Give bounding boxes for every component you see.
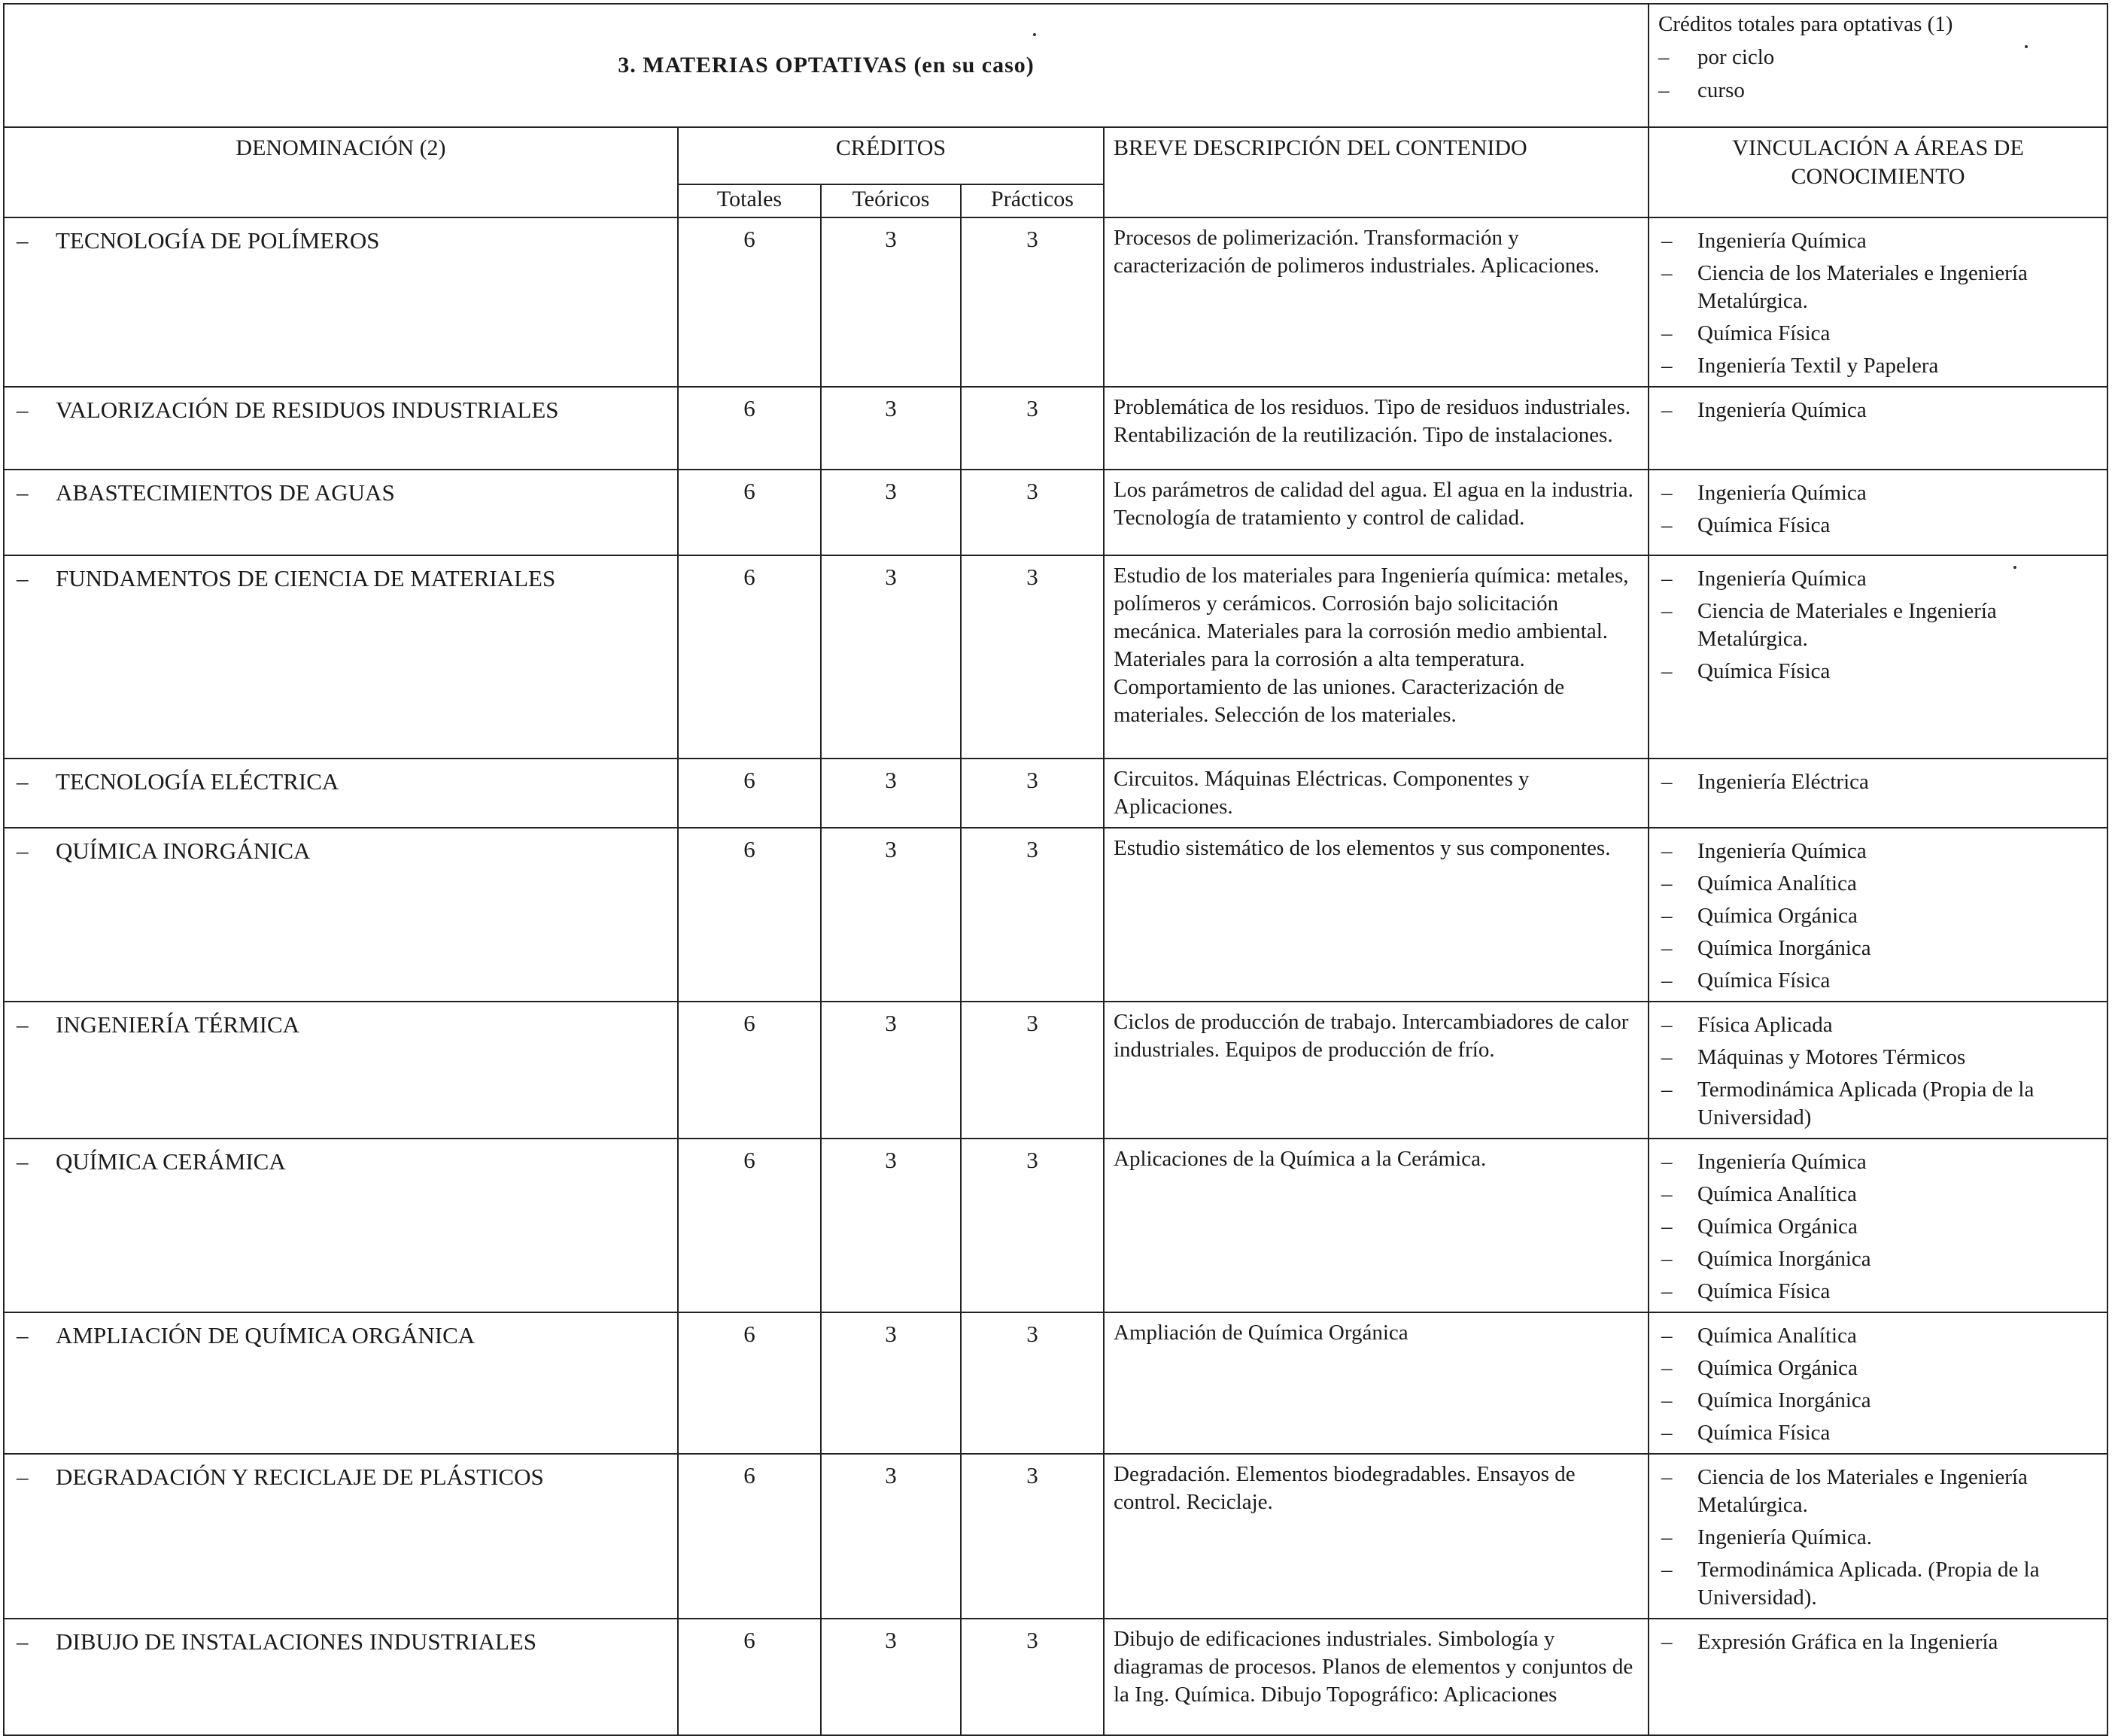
table-row (4, 759, 2107, 828)
subject-description: Estudio de los materiales para Ingeniería química: metales, polímeros y cerámicos. Corrosión bajo solicitación mecánica. Materiales para la corrosión medio ambiental. Materiales para la corrosión a alta temperatura. Comportamiento de las uniones. Caracterización de materiales. Selección de los materiales. (1104, 555, 1649, 759)
subject-name: TECNOLOGÍA DE POLÍMEROS (56, 227, 380, 254)
table-header-row (4, 4, 2107, 127)
area-dash: – (1661, 567, 1673, 591)
subject-description: Procesos de polimerización. Transformación y caracterización de polimeros industriales. Aplicaciones. (1104, 217, 1649, 387)
row-dash: – (17, 565, 29, 591)
credits-totales: 6 (678, 1002, 821, 1139)
credits-teoricos: 3 (821, 1139, 961, 1312)
credits-practicos: 3 (961, 1002, 1104, 1139)
knowledge-area-text: Química Orgánica (1697, 1356, 1858, 1380)
knowledge-area-item (1657, 1354, 2099, 1382)
knowledge-areas (1649, 1619, 2107, 1735)
knowledge-area-item (1657, 1076, 2099, 1132)
knowledge-area-text: Física Aplicada (1697, 1013, 1833, 1037)
knowledge-area-item (1657, 935, 2099, 962)
area-dash: – (1661, 1558, 1673, 1582)
credits-totales: 6 (678, 555, 821, 759)
knowledge-area-text: Química Analítica (1697, 871, 1857, 895)
area-dash: – (1661, 936, 1673, 960)
subject-name-cell (4, 1139, 678, 1312)
area-dash: – (1661, 839, 1673, 863)
table-row (4, 828, 2107, 1002)
knowledge-area-item (1657, 565, 2099, 593)
knowledge-area-item (1657, 512, 2099, 540)
subject-name-cell (4, 1454, 678, 1619)
knowledge-area-text: Química Física (1697, 968, 1831, 993)
area-dash: – (1661, 1421, 1673, 1445)
subject-name-cell (4, 1002, 678, 1139)
area-dash: – (1661, 871, 1673, 895)
subject-name-cell (4, 1312, 678, 1454)
scan-speck (2025, 45, 2028, 48)
credits-practicos: 3 (961, 387, 1104, 470)
credits-teoricos: 3 (821, 1312, 961, 1454)
knowledge-area-text: Química Orgánica (1697, 904, 1858, 928)
knowledge-area-item (1657, 658, 2099, 686)
subject-name-cell (4, 759, 678, 828)
knowledge-area-text: Química Inorgánica (1697, 936, 1871, 960)
knowledge-area-item (1657, 768, 2099, 796)
subject-name: QUÍMICA INORGÁNICA (56, 838, 311, 864)
subject-name-cell (4, 555, 678, 759)
knowledge-area-item (1657, 1213, 2099, 1241)
knowledge-area-text: Química Física (1697, 659, 1831, 683)
knowledge-area-text: Ingeniería Química (1697, 481, 1867, 505)
credits-teoricos: 3 (821, 217, 961, 387)
knowledge-area-item (1657, 397, 2099, 424)
area-dash: – (1661, 481, 1673, 505)
knowledge-areas (1649, 1312, 2107, 1454)
knowledge-area-text: Química Inorgánica (1697, 1388, 1871, 1412)
table-row (4, 1619, 2107, 1735)
row-dash: – (17, 838, 29, 864)
table-row (4, 387, 2107, 470)
credits-totales: 6 (678, 387, 821, 470)
knowledge-area-item (1657, 1387, 2099, 1415)
knowledge-area-item (1657, 1628, 2099, 1656)
knowledge-area-text: Química Física (1697, 513, 1831, 537)
knowledge-area-text: Máquinas y Motores Térmicos (1697, 1045, 1966, 1069)
credits-totales: 6 (678, 1312, 821, 1454)
area-dash: – (1661, 599, 1673, 623)
knowledge-area-item (1657, 260, 2099, 315)
knowledge-area-text: Ciencia de Materiales e Ingeniería Metalúrgica. (1697, 599, 1997, 651)
subject-name-cell (4, 1619, 678, 1735)
credits-teoricos: 3 (821, 387, 961, 470)
knowledge-area-text: Termodinámica Aplicada. (Propia de la Universidad). (1697, 1558, 2040, 1610)
knowledge-area-text: Ingeniería Química (1697, 1150, 1867, 1174)
subject-description: Los parámetros de calidad del agua. El agua en la industria. Tecnología de tratamiento y control de calidad. (1104, 470, 1649, 555)
knowledge-area-item (1657, 902, 2099, 930)
scan-speck (2013, 566, 2016, 569)
subject-name: INGENIERÍA TÉRMICA (56, 1011, 300, 1038)
column-header-creditos: CRÉDITOS (678, 127, 1104, 184)
table-row (4, 1454, 2107, 1619)
area-dash: – (1661, 1150, 1673, 1174)
area-dash: – (1661, 1630, 1673, 1654)
subject-name-cell (4, 387, 678, 470)
knowledge-area-text: Expresión Gráfica en la Ingeniería (1697, 1630, 1998, 1654)
area-dash: – (1661, 968, 1673, 993)
row-dash: – (17, 1011, 29, 1038)
credits-practicos: 3 (961, 1312, 1104, 1454)
knowledge-area-item (1657, 1044, 2099, 1072)
knowledge-area-item (1657, 320, 2099, 348)
knowledge-area-item (1657, 227, 2099, 255)
credits-teoricos: 3 (821, 1619, 961, 1735)
knowledge-area-item (1657, 1011, 2099, 1039)
subject-name-cell (4, 828, 678, 1002)
knowledge-areas (1649, 1002, 2107, 1139)
column-header-denominacion: DENOMINACIÓN (2) (4, 127, 678, 217)
area-dash: – (1661, 1324, 1673, 1348)
credits-teoricos: 3 (821, 555, 961, 759)
subject-description: Degradación. Elementos biodegradables. Ensayos de control. Reciclaje. (1104, 1454, 1649, 1619)
subject-name: AMPLIACIÓN DE QUÍMICA ORGÁNICA (56, 1322, 476, 1348)
knowledge-area-text: Química Física (1697, 1421, 1831, 1445)
table-row (4, 470, 2107, 555)
area-dash: – (1661, 1215, 1673, 1239)
row-dash: – (17, 768, 29, 795)
optional-credits-box (1649, 4, 2107, 127)
subject-description: Problemática de los residuos. Tipo de residuos industriales. Rentabilización de la reutilización. Tipo de instalaciones. (1104, 387, 1649, 470)
knowledge-area-item (1657, 352, 2099, 380)
knowledge-areas (1649, 759, 2107, 828)
knowledge-areas (1649, 1454, 2107, 1619)
optional-subjects-table (3, 3, 2108, 1736)
subject-name: DIBUJO DE INSTALACIONES INDUSTRIALES (56, 1628, 537, 1655)
scan-speck (1033, 33, 1036, 36)
row-dash: – (17, 1464, 29, 1490)
knowledge-area-text: Química Analítica (1697, 1182, 1857, 1206)
area-dash: – (1661, 398, 1673, 422)
knowledge-area-text: Ciencia de los Materiales e Ingeniería Metalúrgica. (1697, 1465, 2028, 1517)
knowledge-area-text: Química Física (1697, 1279, 1831, 1303)
knowledge-areas (1649, 470, 2107, 555)
area-dash: – (1661, 1279, 1673, 1303)
credits-teoricos: 3 (821, 1002, 961, 1139)
knowledge-area-item (1657, 1464, 2099, 1519)
area-dash: – (1661, 659, 1673, 683)
knowledge-area-item (1657, 479, 2099, 507)
credits-totales: 6 (678, 470, 821, 555)
column-header-teoricos: Teóricos (821, 184, 961, 217)
knowledge-area-text: Ingeniería Química (1697, 839, 1867, 863)
knowledge-area-text: Química Orgánica (1697, 1215, 1858, 1239)
column-header-practicos: Prácticos (961, 184, 1104, 217)
credits-totales: 6 (678, 759, 821, 828)
credits-totales: 6 (678, 1139, 821, 1312)
knowledge-areas (1649, 828, 2107, 1002)
area-dash: – (1661, 1356, 1673, 1380)
credits-totales: 6 (678, 828, 821, 1002)
credits-item: – curso (1658, 78, 1745, 102)
subject-name: DEGRADACIÓN Y RECICLAJE DE PLÁSTICOS (56, 1464, 544, 1490)
knowledge-area-text: Ingeniería Química (1697, 398, 1867, 422)
column-header-row (4, 127, 2107, 184)
credits-practicos: 3 (961, 1619, 1104, 1735)
credits-practicos: 3 (961, 470, 1104, 555)
knowledge-areas (1649, 555, 2107, 759)
knowledge-area-text: Ciencia de los Materiales e Ingeniería Metalúrgica. (1697, 261, 2028, 313)
knowledge-area-item (1657, 838, 2099, 865)
knowledge-area-text: Química Inorgánica (1697, 1247, 1871, 1271)
knowledge-area-text: Termodinámica Aplicada (Propia de la Universidad) (1697, 1078, 2035, 1129)
knowledge-area-text: Química Física (1697, 321, 1831, 345)
knowledge-area-text: Ingeniería Química (1697, 567, 1867, 591)
subject-description: Estudio sistemático de los elementos y sus componentes. (1104, 828, 1649, 1002)
row-dash: – (17, 1148, 29, 1175)
area-dash: – (1661, 1247, 1673, 1271)
subject-name: ABASTECIMIENTOS DE AGUAS (56, 479, 395, 506)
column-header-descripcion: BREVE DESCRIPCIÓN DEL CONTENIDO (1104, 127, 1649, 217)
row-dash: – (17, 479, 29, 506)
knowledge-area-item (1657, 1419, 2099, 1447)
knowledge-area-item (1657, 1148, 2099, 1176)
knowledge-area-text: Química Analítica (1697, 1324, 1857, 1348)
section-title-text: 3. MATERIAS OPTATIVAS (en su caso) (618, 53, 1035, 78)
table-row (4, 1312, 2107, 1454)
credits-teoricos: 3 (821, 759, 961, 828)
area-dash: – (1661, 513, 1673, 537)
area-dash: – (1661, 321, 1673, 345)
knowledge-area-item (1657, 870, 2099, 898)
subject-description: Circuitos. Máquinas Eléctricas. Componentes y Aplicaciones. (1104, 759, 1649, 828)
subject-description: Dibujo de edificaciones industriales. Simbología y diagramas de procesos. Planos de elementos y conjuntos de la Ing. Química. Dibujo Topográfico: Aplicaciones (1104, 1619, 1649, 1735)
row-dash: – (17, 397, 29, 423)
credits-practicos: 3 (961, 1454, 1104, 1619)
knowledge-area-text: Ingeniería Textil y Papelera (1697, 354, 1939, 378)
table-row (4, 1139, 2107, 1312)
credits-practicos: 3 (961, 1139, 1104, 1312)
credits-totales: 6 (678, 1454, 821, 1619)
knowledge-area-text: Ingeniería Química (1697, 229, 1867, 253)
area-dash: – (1661, 1045, 1673, 1069)
subject-name: FUNDAMENTOS DE CIENCIA DE MATERIALES (56, 565, 556, 591)
credits-teoricos: 3 (821, 828, 961, 1002)
knowledge-area-text: Ingeniería Eléctrica (1697, 770, 1869, 794)
credits-practicos: 3 (961, 555, 1104, 759)
knowledge-areas (1649, 387, 2107, 470)
area-dash: – (1661, 354, 1673, 378)
knowledge-area-item (1657, 1322, 2099, 1350)
knowledge-area-item (1657, 1556, 2099, 1612)
knowledge-areas (1649, 217, 2107, 387)
credits-teoricos: 3 (821, 1454, 961, 1619)
area-dash: – (1661, 1388, 1673, 1412)
subject-name: VALORIZACIÓN DE RESIDUOS INDUSTRIALES (56, 397, 559, 423)
column-header-vinculacion: VINCULACIÓN A ÁREAS DE CONOCIMIENTO (1649, 127, 2107, 217)
area-dash: – (1661, 770, 1673, 794)
subject-name: TECNOLOGÍA ELÉCTRICA (56, 768, 339, 795)
area-dash: – (1661, 1182, 1673, 1206)
subject-name-cell (4, 470, 678, 555)
credits-totales: 6 (678, 217, 821, 387)
table-row (4, 555, 2107, 759)
subject-description: Ciclos de producción de trabajo. Intercambiadores de calor industriales. Equipos de producción de frío. (1104, 1002, 1649, 1139)
credits-practicos: 3 (961, 759, 1104, 828)
area-dash: – (1661, 1465, 1673, 1489)
area-dash: – (1661, 1013, 1673, 1037)
row-dash: – (17, 1628, 29, 1655)
row-dash: – (17, 1322, 29, 1348)
knowledge-area-item (1657, 597, 2099, 653)
knowledge-area-item (1657, 1524, 2099, 1552)
knowledge-area-item (1657, 967, 2099, 995)
knowledge-area-item (1657, 1278, 2099, 1306)
knowledge-areas (1649, 1139, 2107, 1312)
credits-practicos: 3 (961, 828, 1104, 1002)
row-dash: – (17, 227, 29, 254)
credits-teoricos: 3 (821, 470, 961, 555)
optional-credits-label: Créditos totales para optativas (1) (1658, 12, 1953, 36)
subject-name-cell (4, 217, 678, 387)
table-row (4, 1002, 2107, 1139)
area-dash: – (1661, 904, 1673, 928)
subject-description: Ampliación de Química Orgánica (1104, 1312, 1649, 1454)
area-dash: – (1661, 261, 1673, 285)
knowledge-area-item (1657, 1245, 2099, 1273)
subject-name: QUÍMICA CERÁMICA (56, 1148, 286, 1175)
area-dash: – (1661, 1525, 1673, 1549)
area-dash: – (1661, 1078, 1673, 1102)
credits-practicos: 3 (961, 217, 1104, 387)
column-header-totales: Totales (678, 184, 821, 217)
area-dash: – (1661, 229, 1673, 253)
credits-totales: 6 (678, 1619, 821, 1735)
table-row (4, 217, 2107, 387)
credits-item: – por ciclo (1658, 45, 1775, 69)
subject-description: Aplicaciones de la Química a la Cerámica. (1104, 1139, 1649, 1312)
knowledge-area-text: Ingeniería Química. (1697, 1525, 1872, 1549)
knowledge-area-item (1657, 1181, 2099, 1209)
section-title (4, 4, 1649, 127)
